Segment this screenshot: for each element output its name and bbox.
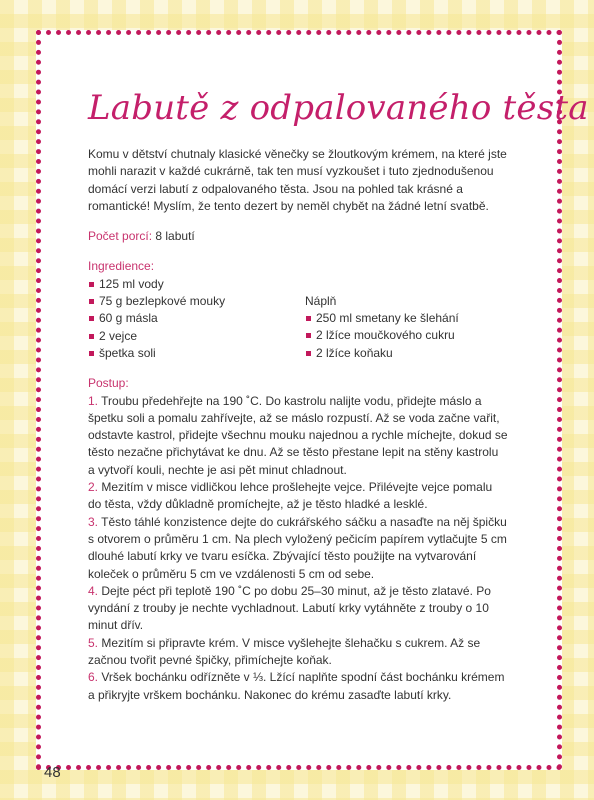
dough-ingredient-list [88, 276, 305, 362]
ingredient-item: 2 vejce [88, 328, 305, 345]
servings [88, 228, 508, 245]
page-number: 48 [44, 764, 61, 781]
ingredient-item: 75 g bezlepkové mouky [88, 293, 305, 310]
method-step [88, 583, 508, 635]
step-number: 1. [88, 393, 99, 408]
step-text: Mezitím v misce vidličkou lehce prošlehejte vejce. Přilévejte vejce pomalu do těsta, vždy důkladně promíchejte, až je těsto hladké a lesklé. [88, 480, 493, 512]
servings-label: Počet porcí: [88, 229, 153, 244]
ingredient-item: 125 ml vody [88, 276, 305, 293]
method-step [88, 669, 508, 704]
method-step [88, 514, 508, 583]
step-number: 5. [88, 635, 99, 650]
recipe-content [88, 146, 508, 704]
step-number: 3. [88, 514, 99, 529]
ingredients-label: Ingredience: [88, 259, 155, 274]
step-text: Dejte péct při teplotě 190 ˚C po dobu 25–30 minut, až je těsto zlatavé. Po vyndání z trouby je nechte vychladnout. Labutí krky vytáhněte z trouby o 10 minut dřív. [88, 583, 491, 633]
step-text: Mezitím si připravte krém. V misce vyšlehejte šlehačku s cukrem. Až se začnou tvořit pevné špičky, přimíchejte koňak. [88, 635, 481, 668]
step-number: 4. [88, 583, 99, 598]
step-number: 6. [88, 670, 99, 685]
ingredient-item: 250 ml smetany ke šlehání [305, 310, 508, 327]
servings-value: 8 labutí [155, 229, 195, 244]
ingredient-item: špetka soli [88, 345, 305, 362]
filling-ingredient-list [305, 310, 508, 362]
method-step [88, 479, 508, 514]
step-number: 2. [88, 480, 99, 495]
ingredient-item: 2 lžíce moučkového cukru [305, 327, 508, 344]
intro-paragraph: Komu v dětství chutnaly klasické věnečky se žloutkovým krémem, na které jste mohli narazit v každé cukrárně, tak ten musí vyzkoušet i tuto zjednodušenou domácí verzi labutí z odpalovaného těsta. Jsou na pohled tak krásné a romantické! Myslím, že tento dezert by neměl chybět na žádné letní svatbě. [88, 147, 507, 213]
method-label: Postup: [88, 376, 129, 391]
step-text: Těsto táhlé konzistence dejte do cukrářského sáčku a nasaďte na něj špičku s otvorem o průměru 1 cm. Na plech vyložený pečicím papírem vytlačujte 5 cm dlouhé labutí krky ve tvaru esíčka. Zbývající těsto použijte na vytvarování koleček o průměru 5 cm ve vzdálenosti 5 cm od sebe. [88, 514, 507, 581]
step-text: Troubu předehřejte na 190 ˚C. Do kastrolu nalijte vodu, přidejte máslo a špetku soli a pomalu zahřívejte, až se máslo rozpustí. Až se voda začne vařit, odstavte kastrol, přidejte všechnu mouku najednou a rychle míchejte, dokud se těsto nezačne přichytávat ke dnu. Až se těsto přestane lepit na stěny kastrolu a vytvoří kouli, nechte je asi pět minut chladnout. [88, 393, 508, 477]
filling-label: Náplň [305, 293, 337, 308]
ingredient-item: 60 g másla [88, 310, 305, 327]
ingredients-columns [88, 276, 508, 362]
filling-column [305, 276, 508, 362]
step-text: Vršek bochánku odřízněte v ⅓. Lžící naplňte spodní část bochánku krémem a přikryjte vrškem bochánku. Nakonec do krému zasaďte labutí krky. [88, 670, 505, 702]
ingredient-item: 2 lžíce koňaku [305, 345, 508, 362]
method-step [88, 393, 508, 479]
method-step [88, 635, 508, 670]
recipe-title: Labutě z odpalovaného těsta [88, 88, 589, 128]
